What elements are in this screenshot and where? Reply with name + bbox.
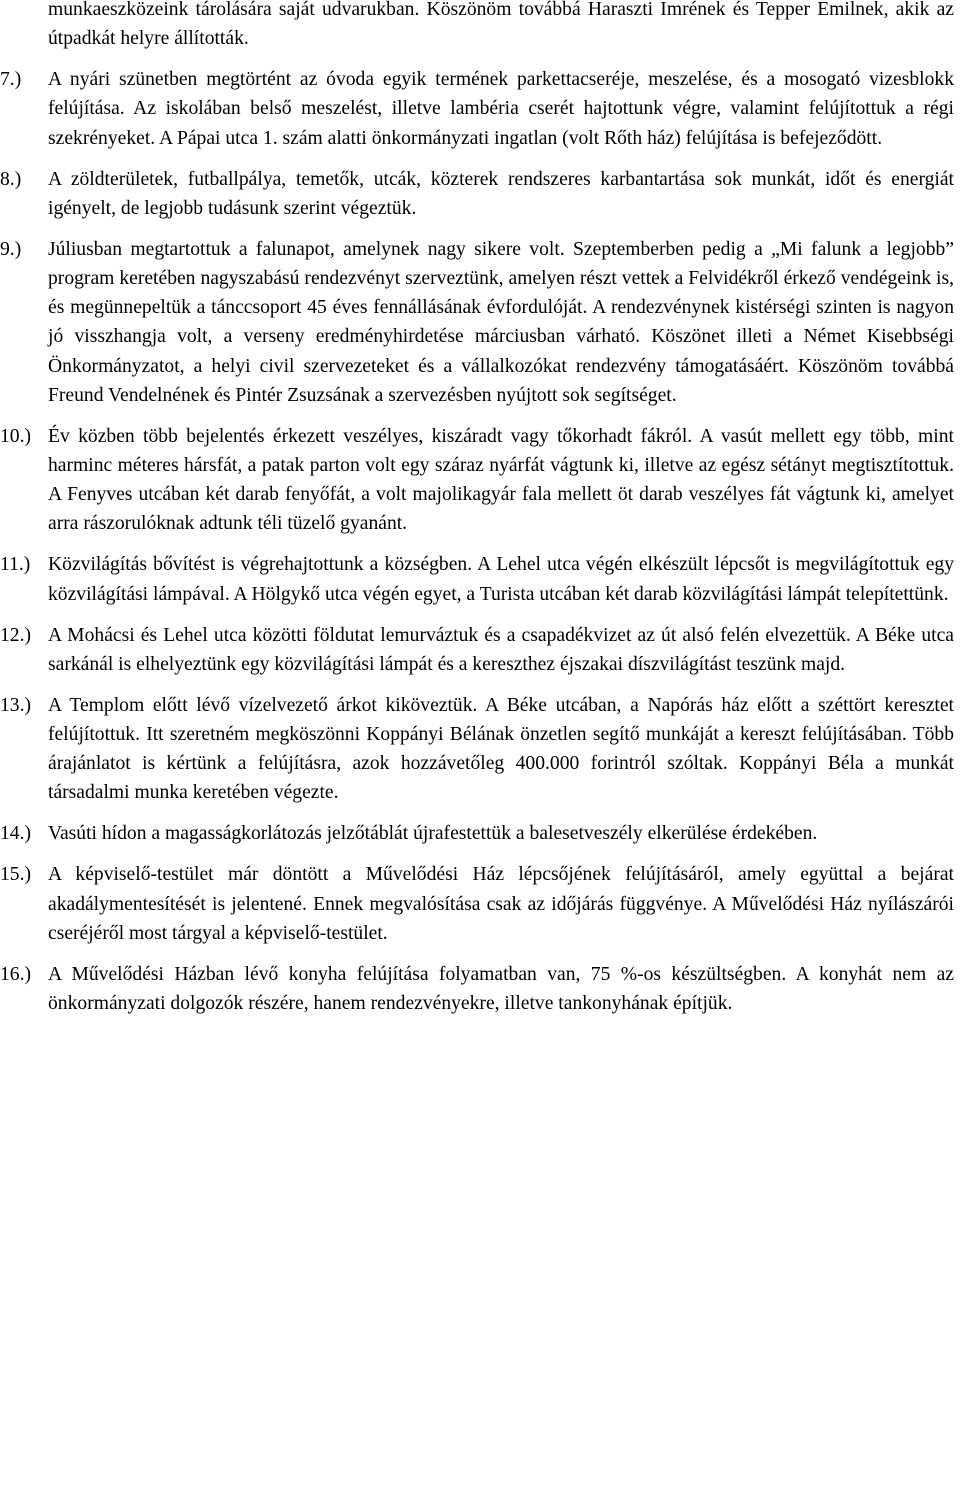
list-item-11 xyxy=(0,550,954,608)
item-text: Év közben több bejelentés érkezett veszélyes, kiszáradt vagy tőkorhadt fákról. A vasút mellett egy több, mint harminc méteres hársfát, a patak parton volt egy száraz nyárfát vágtunk ki, illetve az egész sétányt megtisztítottuk. A Fenyves utcában két darab fenyőfát, a volt majolikagyár fala mellett öt darab veszélyes fát vágtunk ki, amelyet arra rászorulóknak adtunk téli tüzelő gyanánt. xyxy=(48,425,954,535)
list-item-9 xyxy=(0,235,954,410)
item-number: 12.) xyxy=(0,624,32,646)
item-number: 14.) xyxy=(0,823,32,845)
item-text: Júliusban megtartottuk a falunapot, amelynek nagy sikere volt. Szeptemberben pedig a „Mi falunk a legjobb” program keretében nagyszabású rendezvényt szerveztünk, amelyen részt vettek a Felvidékről érkező vendégeink is, és megünnepeltük a tánccsoport 45 éves fennállásának évfordulóját. A rendezvénynek kistérségi szinten is nagyon jó visszhangja volt, a verseny eredményhirdetése márciusban várható. Köszönet illeti a Német Kisebbségi Önkormányzatot, a helyi civil szervezeteket és a vállalkozókat rendezvény támogatásáért. Köszönöm továbbá Freund Vendelnének és Pintér Zsuzsának a szervezésben nyújtott sok segítséget. xyxy=(48,238,954,406)
item-text: Vasúti hídon a magasságkorlátozás jelzőtáblát újrafestettük a balesetveszély elkerülése érdekében. xyxy=(48,823,818,845)
list-item-13 xyxy=(0,691,954,808)
item-number: 9.) xyxy=(0,238,22,260)
item-number: 7.) xyxy=(0,69,22,91)
item-text: A képviselő-testület már döntött a Művelődési Ház lépcsőjének felújításáról, amely együttal a bejárat akadálymentesítését is jelentené. Ennek megvalósítása csak az időjárás függvénye. A Művelődési Ház nyílászárói cseréjéről most tárgyal a képviselő-testület. xyxy=(48,864,954,944)
item-text: A Művelődési Házban lévő konyha felújítása folyamatban van, 75 %-os készültségben. A konyhát nem az önkormányzati dolgozók részére, hanem rendezvényekre, illetve tankonyhának építjük. xyxy=(48,963,954,1015)
item-number: 15.) xyxy=(0,864,32,886)
item-text: Közvilágítás bővítést is végrehajtottunk a községben. A Lehel utca végén elkészült lépcsőt is megvilágítottuk egy közvilágítási lámpával. A Hölgykő utca végén egyet, a Turista utcában két darab közvilágítási lámpát telepítettünk. xyxy=(48,554,954,605)
list-item-12 xyxy=(0,621,954,679)
list-item-7 xyxy=(0,65,954,153)
item-text: A zöldterületek, futballpálya, temetők, utcák, közterek rendszeres karbantartása sok munkát, időt és energiát igényelt, de legjobb tudásunk szerint végeztük. xyxy=(48,168,954,219)
item-text: A nyári szünetben megtörtént az óvoda egyik termének parkettacseréje, meszelése, és a mosogató vizesblokk felújítása. Az iskolában belső meszelést, illetve lambéria cserét hajtottunk végre, valamint felújítottuk a régi szekrényeket. A Pápai utca 1. szám alatti önkormányzati ingatlan (volt Rőth ház) felújítása is befejeződött. xyxy=(48,69,954,149)
item-number: 8.) xyxy=(0,168,22,190)
list-item-15 xyxy=(0,860,954,948)
intro-paragraph: munkaeszközeink tárolására saját udvarukban. Köszönöm továbbá Haraszti Imrének és Tepper Emilnek, akik az útpadkát helyre állították. xyxy=(48,0,954,50)
list-item-10 xyxy=(0,422,954,539)
list-item-16 xyxy=(0,960,954,1018)
item-number: 11.) xyxy=(0,554,31,576)
list-item-14 xyxy=(0,819,954,848)
item-text: A Mohácsi és Lehel utca közötti földutat lemurváztuk és a csapadékvizet az út alsó felén elvezettük. A Béke utca sarkánál is elhelyeztünk egy közvilágítási lámpát és a kereszthez éjszakai díszvilágítást teszünk majd. xyxy=(48,624,954,675)
list-item-8 xyxy=(0,165,954,223)
item-text: A Templom előtt lévő vízelvezető árkot kiköveztük. A Béke utcában, a Napórás ház előtt a széttört keresztet felújítottuk. Itt szeretném megköszönni Koppányi Bélának önzetlen segítő munkáját a kereszt felújításában. Több árajánlatot is kértünk a felújításra, azok hozzávetőleg 400.000 forintról szóltak. Koppányi Béla a munkát társadalmi munka keretében végezte. xyxy=(48,694,954,804)
item-number: 10.) xyxy=(0,425,32,447)
item-number: 13.) xyxy=(0,694,32,716)
item-number: 16.) xyxy=(0,963,32,985)
